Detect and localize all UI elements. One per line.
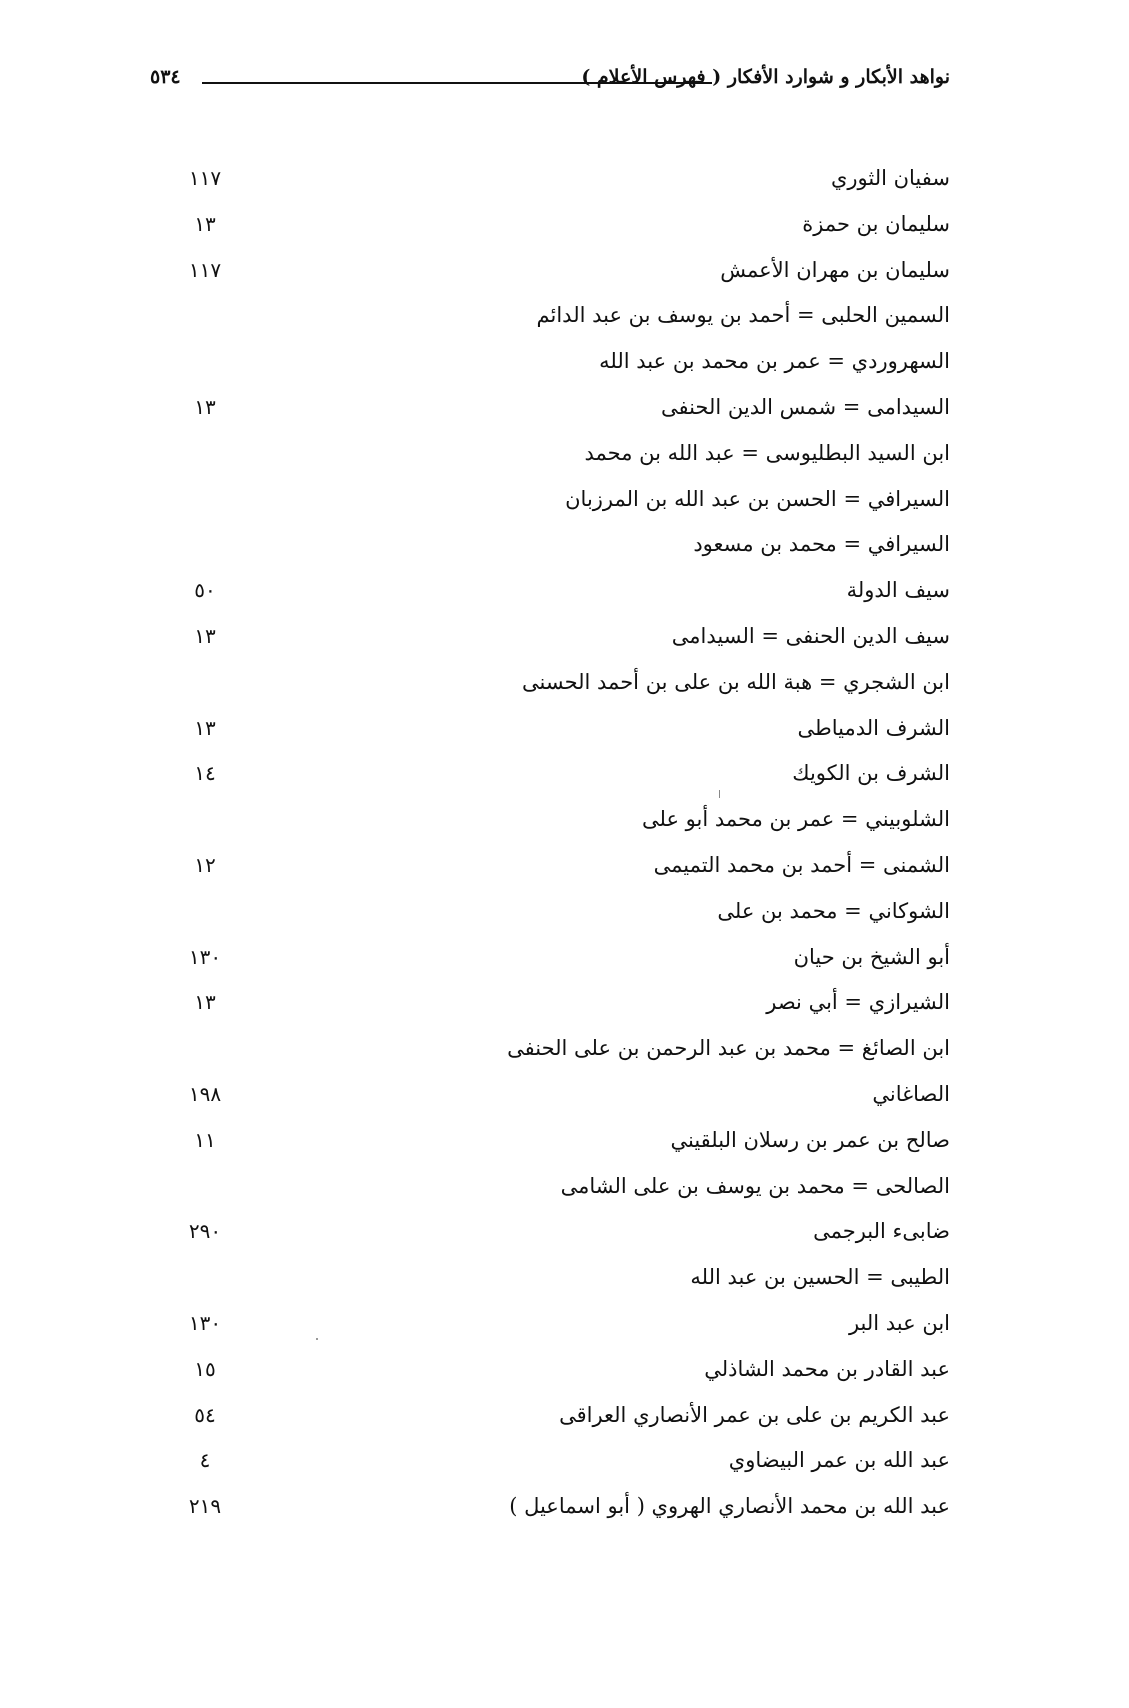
- index-entry: [150, 162, 950, 208]
- index-entry: [150, 299, 950, 345]
- entry-name: عبد الله بن عمر البيضاوي: [728, 1448, 950, 1473]
- index-entry: [150, 1032, 950, 1078]
- entry-name: سيف الدين الحنفى = السيدامى: [671, 623, 950, 648]
- index-entry: [150, 345, 950, 391]
- index-entry: [150, 1170, 950, 1216]
- index-entry: [150, 1261, 950, 1307]
- entry-name: ابن الشجري = هبة الله بن على بن أحمد الحسنى: [522, 669, 950, 694]
- entry-page-number: ١٩٨: [188, 1081, 222, 1106]
- running-header: [150, 66, 950, 96]
- entry-name: الشرف الدمياطى: [797, 715, 950, 740]
- entry-page-number: ١٣٠: [188, 1310, 222, 1335]
- index-entry: [150, 528, 950, 574]
- entry-name: ابن الصائغ = محمد بن عبد الرحمن بن على الحنفى: [507, 1036, 950, 1061]
- entry-name: عبد الله بن محمد الأنصاري الهروي ( أبو اسماعيل ): [509, 1494, 950, 1519]
- entry-name: السيرافي = الحسن بن عبد الله بن المرزبان: [565, 486, 950, 511]
- entry-page-number: ١٢: [194, 852, 216, 877]
- index-entry: [150, 1215, 950, 1261]
- index-entry: [150, 1399, 950, 1445]
- entry-name: الشوكاني = محمد بن على: [717, 898, 950, 923]
- entry-page-number: ٥٤: [194, 1402, 216, 1427]
- entry-name: السمين الحلبى = أحمد بن يوسف بن عبد الدائم: [536, 303, 950, 328]
- entry-name: ضابىء البرجمى: [813, 1219, 950, 1244]
- entry-page-number: ٢١٩: [188, 1494, 222, 1519]
- index-entry: [150, 1444, 950, 1490]
- index-entry: [150, 849, 950, 895]
- entry-name: السيدامى = شمس الدين الحنفى: [660, 394, 950, 419]
- entry-page-number: ٥٠: [194, 578, 216, 603]
- index-entry: [150, 254, 950, 300]
- index-entry: [150, 1078, 950, 1124]
- index-entry: [150, 1490, 950, 1536]
- index-entry: [150, 437, 950, 483]
- index-entry: [150, 666, 950, 712]
- entry-name: عبد الكريم بن على بن عمر الأنصاري العراقى: [559, 1402, 950, 1427]
- entry-page-number: ١٣: [194, 211, 216, 236]
- entry-name: الشمنى = أحمد بن محمد التميمى: [653, 852, 950, 877]
- index-entry: [150, 1353, 950, 1399]
- scan-speck: [719, 790, 720, 798]
- entry-name: الصاغاني: [872, 1081, 950, 1106]
- entry-name: ابن السيد البطليوسى = عبد الله بن محمد: [584, 440, 950, 465]
- scan-dot: [316, 1338, 318, 1340]
- index-entry: [150, 803, 950, 849]
- index-entry: [150, 620, 950, 666]
- entry-page-number: ١١٧: [188, 166, 222, 190]
- book-title: نواهد الأبكار و شوارد الأفكار ( فهرس الأعلام ): [581, 66, 950, 88]
- index-entry: [150, 941, 950, 987]
- entry-name: سليمان بن مهران الأعمش: [720, 257, 950, 282]
- entry-name: سفيان الثوري: [830, 166, 950, 190]
- index-entry: [150, 757, 950, 803]
- index-entry: [150, 712, 950, 758]
- entry-name: سيف الدولة: [846, 578, 950, 603]
- index-entry: [150, 208, 950, 254]
- index-entry: [150, 483, 950, 529]
- entry-page-number: ١٣: [194, 715, 216, 740]
- entry-name: ابن عبد البر: [848, 1310, 950, 1335]
- entry-page-number: ١١: [194, 1127, 216, 1152]
- entry-name: السهروردي = عمر بن محمد بن عبد الله: [599, 349, 950, 374]
- index-entry: [150, 574, 950, 620]
- entry-name: الشرف بن الكويك: [792, 761, 950, 786]
- index-entry: [150, 895, 950, 941]
- index-entry: [150, 391, 950, 437]
- entry-page-number: ١٣: [194, 990, 216, 1015]
- index-entry: [150, 1307, 950, 1353]
- entry-page-number: ١٣: [194, 623, 216, 648]
- entry-page-number: ٢٩٠: [188, 1219, 222, 1244]
- entry-name: صالح بن عمر بن رسلان البلقيني: [670, 1127, 950, 1152]
- entry-name: الطيبى = الحسين بن عبد الله: [690, 1265, 950, 1290]
- entry-page-number: ٤: [199, 1448, 211, 1473]
- page-number: ٥٣٤: [150, 66, 181, 88]
- entry-name: سليمان بن حمزة: [802, 211, 950, 236]
- entry-name: أبو الشيخ بن حيان: [793, 944, 950, 969]
- entry-name: الشلوبيني = عمر بن محمد أبو على: [641, 807, 950, 832]
- entry-name: عبد القادر بن محمد الشاذلي: [704, 1356, 950, 1381]
- header-rule: [202, 82, 712, 84]
- entry-page-number: ١٣: [194, 394, 216, 419]
- entry-page-number: ١٤: [194, 761, 216, 786]
- entry-page-number: ١٣٠: [188, 944, 222, 969]
- entry-name: الشيرازي = أبي نصر: [766, 990, 950, 1015]
- entry-name: الصالحى = محمد بن يوسف بن على الشامى: [560, 1173, 950, 1198]
- index-entries: [150, 162, 950, 1536]
- index-entry: [150, 1124, 950, 1170]
- index-entry: [150, 986, 950, 1032]
- entry-name: السيرافي = محمد بن مسعود: [693, 532, 950, 557]
- entry-page-number: ١١٧: [188, 257, 222, 282]
- entry-page-number: ١٥: [194, 1356, 216, 1381]
